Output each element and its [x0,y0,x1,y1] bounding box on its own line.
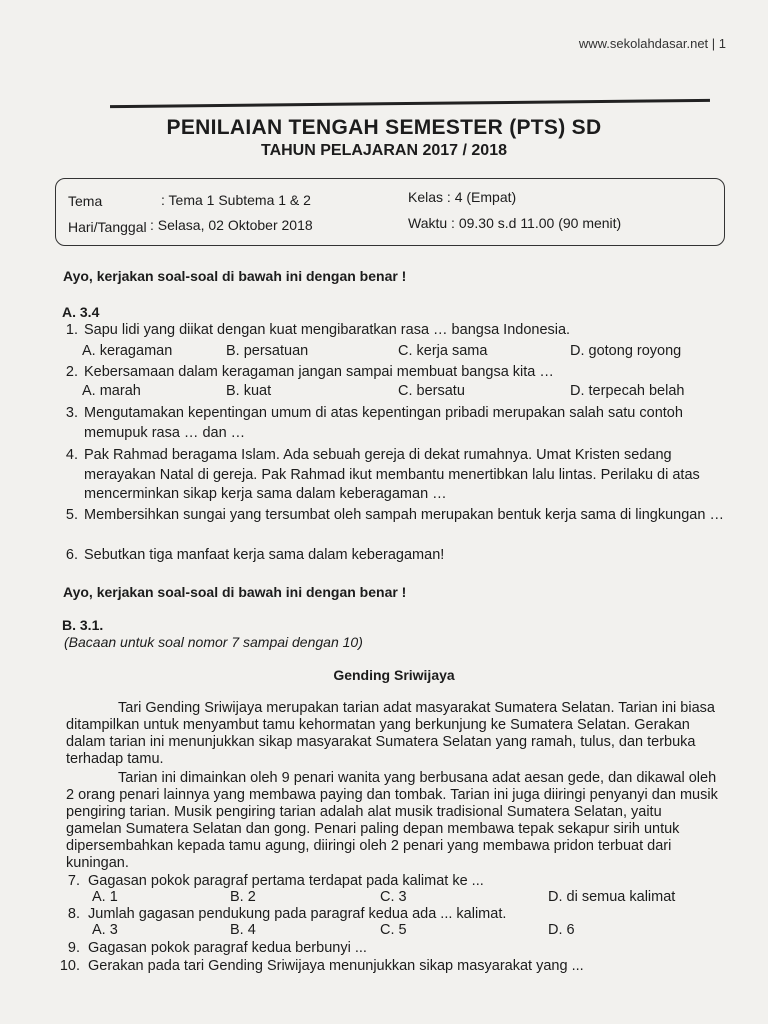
option-b: B. 4 [230,922,256,938]
question-number: 3. [65,405,78,421]
question-number: 7. [67,873,80,889]
option-b: B. persatuan [226,343,309,359]
option-c: C. bersatu [398,383,465,399]
option-d: D. gotong royong [570,343,682,359]
question-number: 9. [67,940,80,956]
question-1-options [82,343,722,363]
question-number: 6. [65,547,78,563]
page-title: PENILAIAN TENGAH SEMESTER (PTS) SD [166,116,602,139]
question-text: Mengutamakan kepentingan umum di atas kepentingan pribadi merupakan salah satu contoh memupuk rasa … dan … [84,405,683,441]
waktu-info: Waktu : 09.30 s.d 11.00 (90 menit) [408,215,622,231]
question-text: Gerakan pada tari Gending Sriwijaya menunjukkan sikap masyarakat yang ... [88,958,584,974]
option-d: D. 6 [548,922,575,938]
question-text: Membersihkan sungai yang tersumbat oleh sampah merupakan bentuk kerja sama di lingkungan … [84,507,724,523]
section-a-label: A. 3.4 [62,304,100,320]
passage-paragraph-1: Tari Gending Sriwijaya merupakan tarian adat masyarakat Sumatera Selatan. Tarian ini biasa ditampilkan untuk menyambut tamu kehormatan yang berkunjung ke Sumatera Selatan. Gerakan dalam tarian ini menunjukkan sikap masyarakat Sumatera Selatan yang ramah, tulus, dan terbuka terhadap tamu. [66,700,715,767]
question-2-options [82,383,722,403]
hari-value: : Selasa, 02 Oktober 2018 [150,217,313,233]
option-c: C. 5 [380,922,407,938]
question-text: Kebersamaan dalam keragaman jangan sampai membuat bangsa kita … [84,364,554,380]
question-text: Sebutkan tiga manfaat kerja sama dalam keberagaman! [84,547,445,563]
section-b-label: B. 3.1. [62,617,104,633]
option-c: C. 3 [380,889,407,905]
question-number: 2. [65,364,78,380]
instruction-b: Ayo, kerjakan soal-soal di bawah ini dengan benar ! [63,584,407,600]
option-d: D. di semua kalimat [548,889,676,905]
option-a: A. 3 [92,922,118,938]
option-b: B. kuat [226,383,272,399]
question-text: Pak Rahmad beragama Islam. Ada sebuah gereja di dekat rumahnya. Umat Kristen sedang merayakan Natal di gereja. Pak Rahmad ikut membantu menertibkan lalu lintas. Perilaku di atas mencerminkan sikap kerja sama dalam keberagaman … [84,447,700,502]
instruction-a: Ayo, kerjakan soal-soal di bawah ini dengan benar ! [63,268,407,284]
passage-paragraph-2: Tarian ini dimainkan oleh 9 penari wanita yang berbusana adat aesan gede, dan dikawal oleh 2 orang penari lainnya yang membawa paying dan tombak. Tarian ini juga diiringi penyanyi dan musik pengiring tarian. Musik pengiring tarian adalah alat musik tradisional Sumatera Selatan, yaitu gamelan Sumatera Selatan dan gong. Penari paling depan membawa tepak sekapur sirih untuk dipersembahkan kepada tamu agung, diiringi oleh 2 penari yang membawa pridon terbuat dari kuningan. [66,770,718,871]
exam-info-box [55,178,725,246]
question-number: 8. [67,906,80,922]
question-text: Sapu lidi yang diikat dengan kuat mengibaratkan rasa … bangsa Indonesia. [84,322,571,338]
question-number: 4. [65,447,78,463]
question-number: 5. [65,507,78,523]
passage-title: Gending Sriwijaya [333,667,455,683]
question-number: 10. [59,958,80,974]
tema-label: Tema [68,193,103,209]
option-c: C. kerja sama [398,343,488,359]
option-a: A. 1 [92,889,118,905]
option-a: A. keragaman [82,343,173,359]
header-divider [110,99,710,108]
tema-value: : Tema 1 Subtema 1 & 2 [161,192,311,208]
question-8-options [92,922,712,940]
question-text: Gagasan pokok paragraf pertama terdapat pada kalimat ke ... [88,873,484,889]
question-text: Gagasan pokok paragraf kedua berbunyi ... [88,940,367,956]
kelas-info: Kelas : 4 (Empat) [408,189,517,205]
option-b: B. 2 [230,889,256,905]
question-text: Jumlah gagasan pendukung pada paragraf kedua ada ... kalimat. [88,906,507,922]
hari-label: Hari/Tanggal [68,219,147,235]
site-url: www.sekolahdasar.net | 1 [578,36,726,51]
option-d: D. terpecah belah [570,383,685,399]
page-subtitle: TAHUN PELAJARAN 2017 / 2018 [260,142,507,159]
question-7-options [92,889,712,907]
option-a: A. marah [82,383,141,399]
question-number: 1. [65,322,78,338]
reading-note: (Bacaan untuk soal nomor 7 sampai dengan 10) [64,634,363,650]
